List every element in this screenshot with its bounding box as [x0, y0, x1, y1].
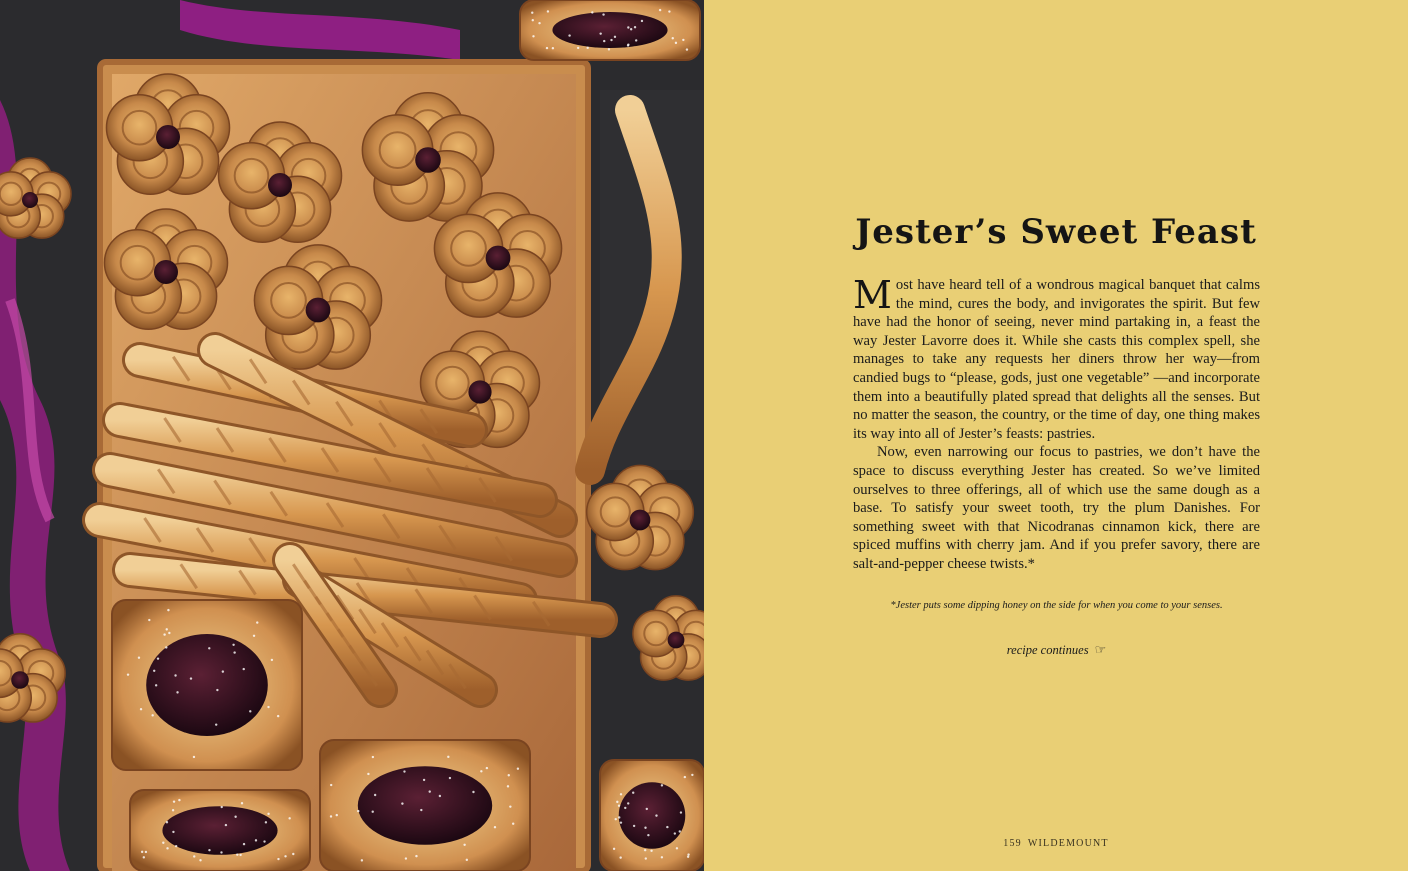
page-number: 159 [1003, 838, 1022, 849]
paragraph-2: Now, even narrowing our focus to pastries, we don’t have the space to discuss everything Jester has created. So we’ve limited ourselves to three offerings, all of which use the same dough as a base. To satisfy your sweet tooth, try the plum Danishes. For something sweet with that Nicodranas cinnamon kick, there are spiced muffins with cherry jam. And if you prefer savory, there are salt-and-pepper cheese twists.* [853, 444, 1260, 572]
plum-danish [520, 0, 700, 60]
paragraph-1 [853, 273, 1260, 443]
footnote: *Jester puts some dipping honey on the side for when you come to your senses. [890, 600, 1223, 611]
folio [854, 838, 1258, 849]
drop-cap: M [853, 273, 892, 317]
paragraph-1-text: ost have heard tell of a wondrous magical banquet that calms the mind, cures the body, and invigorates the spirit. But few have had the honor of seeing, never mind partaking in, a feast the way Jester Lavorre does it. While she casts this complex spell, she manages to take any requests her diners throw her way—from candied bugs to “please, gods, just one vegetable” —and incorporate them into a beautifully plated spread that delights all the senses. But no matter the season, the country, or the time of day, one thing makes its way into all of Jester’s feasts: pastries. [853, 277, 1260, 442]
body-text [853, 273, 1260, 574]
plum-danish [600, 760, 704, 871]
plum-danish [112, 600, 302, 770]
pointing-hand-icon: ☞ [1094, 642, 1107, 657]
recipe-continues [853, 642, 1260, 658]
plum-danish [130, 790, 310, 871]
running-head: WILDEMOUNT [1027, 838, 1109, 849]
page-title: Jester’s Sweet Feast [855, 212, 1257, 252]
text-page [704, 0, 1408, 871]
plum-danish [320, 740, 530, 871]
recipe-continues-label: recipe continues [1006, 643, 1089, 657]
